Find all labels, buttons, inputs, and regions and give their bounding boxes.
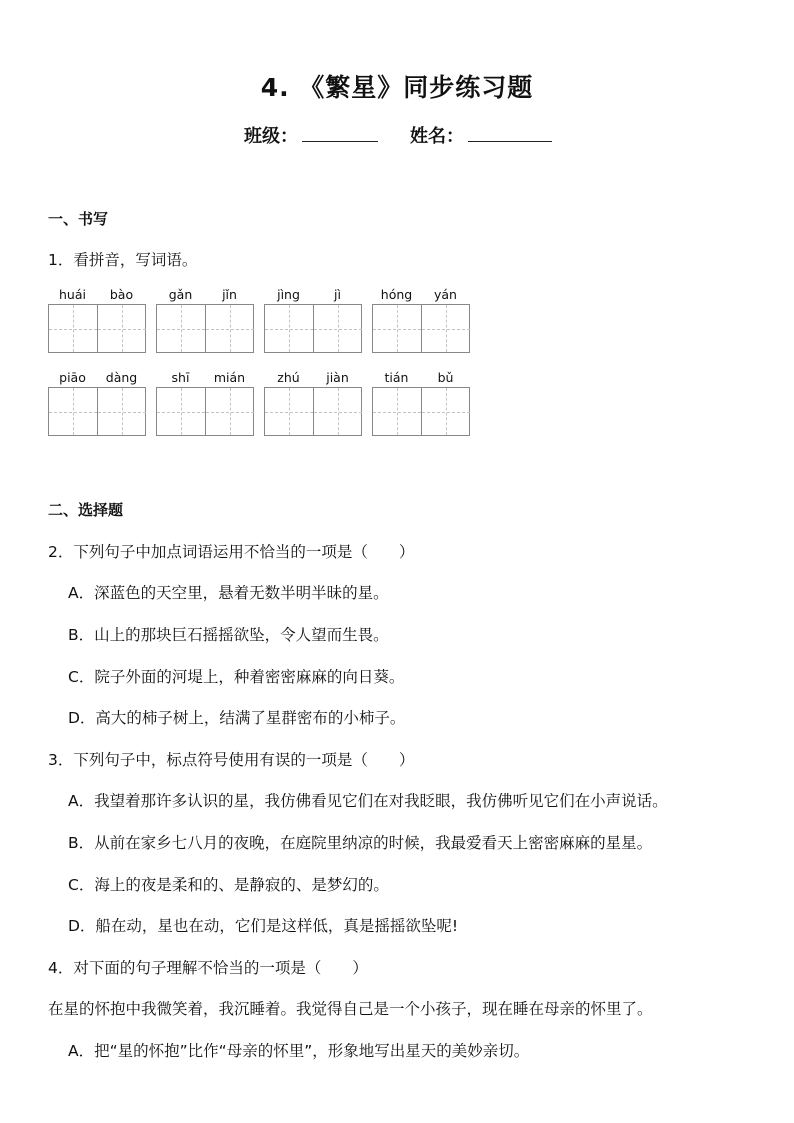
writing-grid[interactable] <box>264 387 362 436</box>
option-a[interactable]: A．把“星的怀抱”比作“母亲的怀里”，形象地写出星天的美妙亲切。 <box>68 1042 530 1060</box>
pinyin-text: bào <box>109 287 134 302</box>
question-2-stem: 2．下列句子中加点词语运用不恰当的一项是（ ） <box>48 543 415 561</box>
pinyin-text: jǐn <box>222 287 237 302</box>
writing-grid[interactable] <box>372 387 470 436</box>
writing-grid[interactable] <box>372 304 470 353</box>
writing-grid[interactable] <box>48 387 146 436</box>
option-b[interactable]: B．从前在家乡七八月的夜晚，在庭院里纳凉的时候，我最爱看天上密密麻麻的星星。 <box>68 834 653 852</box>
pinyin-text: shī <box>171 370 190 385</box>
name-field <box>410 122 552 148</box>
option-a[interactable]: A．深蓝色的天空里，悬着无数半明半昧的星。 <box>68 584 389 602</box>
question-3-stem: 3．下列句子中，标点符号使用有误的一项是（ ） <box>48 751 415 769</box>
writing-grid[interactable] <box>156 387 254 436</box>
pinyin-text: gǎn <box>168 287 193 302</box>
class-field <box>244 122 378 148</box>
section-heading: 二、选择题 <box>48 501 124 519</box>
pinyin-text: zhú <box>277 370 300 385</box>
writing-grid[interactable] <box>264 304 362 353</box>
option-d[interactable]: D．船在动，星也在动，它们是这样低，真是摇摇欲坠呢! <box>68 917 459 935</box>
class-label: 班级： <box>244 126 298 147</box>
writing-grid[interactable] <box>156 304 254 353</box>
page-title: 4. 《繁星》同步练习题 <box>260 73 534 102</box>
section-heading: 一、书写 <box>48 210 109 228</box>
pinyin-text: jiàn <box>326 370 349 385</box>
pinyin-text: hóng <box>380 287 413 302</box>
pinyin-text: dàng <box>105 370 138 385</box>
question-4-passage: 在星的怀抱中我微笑着，我沉睡着。我觉得自己是一个小孩子，现在睡在母亲的怀里了。 <box>48 1000 653 1018</box>
name-blank[interactable] <box>468 140 552 142</box>
pinyin-text: jìng <box>277 287 300 302</box>
question-1-stem: 1．看拼音，写词语。 <box>48 251 198 269</box>
option-c[interactable]: C．海上的夜是柔和的、是静寂的、是梦幻的。 <box>68 876 389 894</box>
writing-grid[interactable] <box>48 304 146 353</box>
pinyin-text: yán <box>434 287 457 302</box>
question-4-stem: 4．对下面的句子理解不恰当的一项是（ ） <box>48 959 368 977</box>
option-d[interactable]: D．高大的柿子树上，结满了星群密布的小柿子。 <box>68 709 406 727</box>
pinyin-text: piāo <box>59 370 86 385</box>
option-a[interactable]: A．我望着那许多认识的星，我仿佛看见它们在对我眨眼，我仿佛听见它们在小声说话。 <box>68 792 668 810</box>
pinyin-text: tián <box>384 370 409 385</box>
name-label: 姓名： <box>410 126 464 147</box>
pinyin-text: jì <box>334 287 341 302</box>
pinyin-text: bǔ <box>437 370 454 385</box>
option-b[interactable]: B．山上的那块巨石摇摇欲坠，令人望而生畏。 <box>68 626 389 644</box>
class-blank[interactable] <box>302 140 378 142</box>
pinyin-text: mián <box>213 370 246 385</box>
pinyin-text: huái <box>59 287 86 302</box>
option-c[interactable]: C．院子外面的河堤上，种着密密麻麻的向日葵。 <box>68 668 405 686</box>
